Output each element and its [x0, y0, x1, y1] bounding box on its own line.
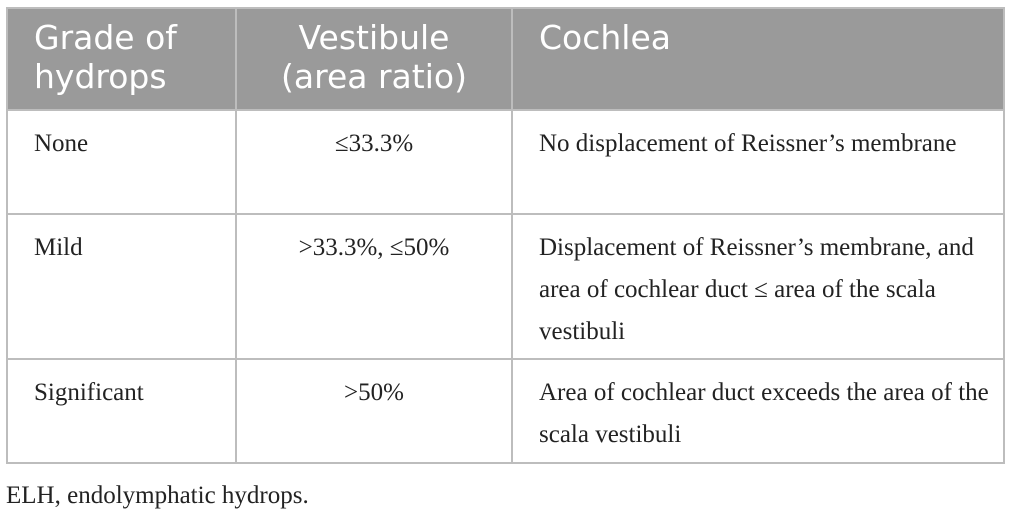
- table-header: [7, 8, 1004, 110]
- header-grade-line2: hydrops: [34, 57, 167, 96]
- table-row: [7, 214, 1004, 359]
- table-row: [7, 110, 1004, 214]
- cell-grade: Mild: [7, 214, 236, 359]
- cell-cochlea: Area of cochlear duct exceeds the area of the scala vestibuli: [512, 359, 1004, 463]
- cell-grade: Significant: [7, 359, 236, 463]
- header-grade: [7, 8, 236, 110]
- header-cochlea-label: Cochlea: [539, 18, 671, 57]
- cell-vestibule: >50%: [236, 359, 512, 463]
- cell-vestibule: >33.3%, ≤50%: [236, 214, 512, 359]
- table-body: [7, 110, 1004, 463]
- table: [6, 7, 1005, 464]
- header-cochlea: [512, 8, 1004, 110]
- header-vestibule: [236, 8, 512, 110]
- header-vestibule-line1: Vestibule: [298, 18, 450, 57]
- cell-vestibule: ≤33.3%: [236, 110, 512, 214]
- cell-cochlea: Displacement of Reissner’s membrane, and area of cochlear duct ≤ area of the scala vestibuli: [512, 214, 1004, 359]
- cell-grade: None: [7, 110, 236, 214]
- header-vestibule-line2: (area ratio): [281, 57, 467, 96]
- header-row: [7, 8, 1004, 110]
- hydrops-grading-table: [6, 7, 1003, 464]
- header-grade-line1: Grade of: [34, 18, 177, 57]
- cell-cochlea: No displacement of Reissner’s membrane: [512, 110, 1004, 214]
- table-row: [7, 359, 1004, 463]
- table-footnote: ELH, endolymphatic hydrops.: [6, 482, 309, 509]
